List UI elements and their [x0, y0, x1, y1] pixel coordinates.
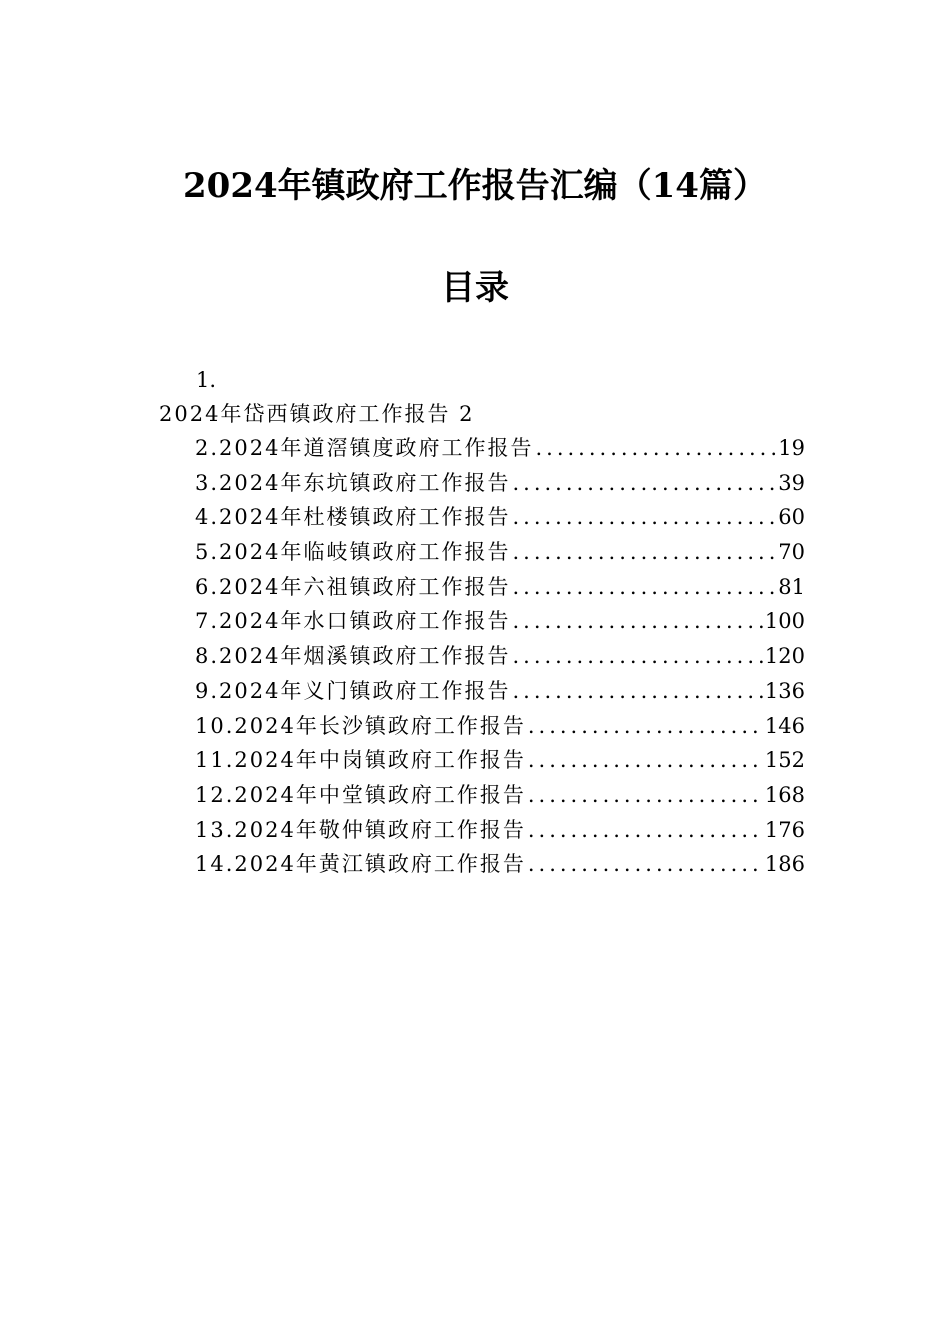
toc-entry-page: 152	[764, 748, 805, 773]
toc-entry[interactable]	[195, 711, 805, 746]
toc-entry-number: 1.	[196, 368, 217, 392]
toc-list	[195, 433, 805, 884]
toc-entry-title: 14.2024年黄江镇政府工作报告	[195, 852, 526, 877]
toc-entry-title: 2.2024年道滘镇度政府工作报告	[195, 436, 534, 460]
toc-dot-leader	[510, 606, 762, 636]
toc-entry-title: 3.2024年东坑镇政府工作报告	[195, 470, 511, 495]
toc-entry-page: 70	[778, 540, 805, 565]
toc-entry[interactable]	[195, 641, 805, 676]
toc-entry-page: 39	[778, 470, 805, 495]
toc-dot-leader	[526, 711, 763, 741]
toc-entry-page: 168	[764, 782, 805, 807]
toc-dot-leader	[526, 815, 763, 845]
toc-entry[interactable]	[195, 780, 805, 815]
toc-entry[interactable]	[195, 433, 805, 468]
toc-entry-page: 81	[778, 574, 805, 599]
toc-entry-title: 12.2024年中堂镇政府工作报告	[195, 782, 526, 807]
toc-entry-first[interactable]	[159, 399, 475, 429]
toc-dot-leader	[510, 502, 776, 532]
toc-dot-leader	[510, 676, 762, 706]
toc-entry[interactable]	[195, 676, 805, 711]
toc-entry-title: 11.2024年中岗镇政府工作报告	[195, 748, 526, 773]
toc-entry[interactable]	[195, 537, 805, 572]
toc-entry-page: 146	[764, 713, 805, 738]
toc-entry-title: 4.2024年杜楼镇政府工作报告	[195, 505, 511, 530]
toc-entry-title: 5.2024年临岐镇政府工作报告	[195, 540, 511, 565]
toc-entry-page: 120	[764, 644, 805, 669]
toc-dot-leader	[533, 433, 776, 463]
toc-entry-page: 176	[764, 817, 805, 842]
toc-entry-title: 2024年岱西镇政府工作报告	[159, 402, 451, 426]
toc-entry-page: 136	[764, 678, 805, 703]
document-title: 2024年镇政府工作报告汇编（14篇）	[183, 166, 767, 206]
toc-entry-title: 8.2024年烟溪镇政府工作报告	[195, 644, 511, 669]
toc-entry-page: 186	[764, 852, 805, 877]
toc-entry-title: 10.2024年长沙镇政府工作报告	[195, 713, 526, 738]
toc-dot-leader	[526, 849, 763, 879]
toc-entry[interactable]	[195, 468, 805, 503]
toc-dot-leader	[510, 468, 776, 498]
toc-entry-title: 7.2024年水口镇政府工作报告	[195, 609, 511, 634]
toc-entry[interactable]	[195, 815, 805, 850]
toc-entry[interactable]	[195, 606, 805, 641]
toc-entry-page: 100	[764, 609, 805, 634]
toc-entry[interactable]	[195, 502, 805, 537]
toc-dot-leader	[526, 780, 763, 810]
toc-entry[interactable]	[195, 849, 805, 884]
toc-dot-leader	[510, 537, 776, 567]
toc-heading: 目录	[441, 268, 509, 308]
toc-entry-page: 2	[459, 402, 475, 426]
toc-entry[interactable]	[195, 572, 805, 607]
toc-entry-title: 6.2024年六祖镇政府工作报告	[195, 574, 511, 599]
toc-dot-leader	[526, 745, 763, 775]
toc-dot-leader	[510, 641, 762, 671]
toc-entry-page: 19	[778, 436, 805, 460]
toc-entry-title: 9.2024年义门镇政府工作报告	[195, 678, 511, 703]
toc-entry-title: 13.2024年敬仲镇政府工作报告	[195, 817, 526, 842]
toc-dot-leader	[510, 572, 776, 602]
toc-entry[interactable]	[195, 745, 805, 780]
toc-entry-page: 60	[778, 505, 805, 530]
